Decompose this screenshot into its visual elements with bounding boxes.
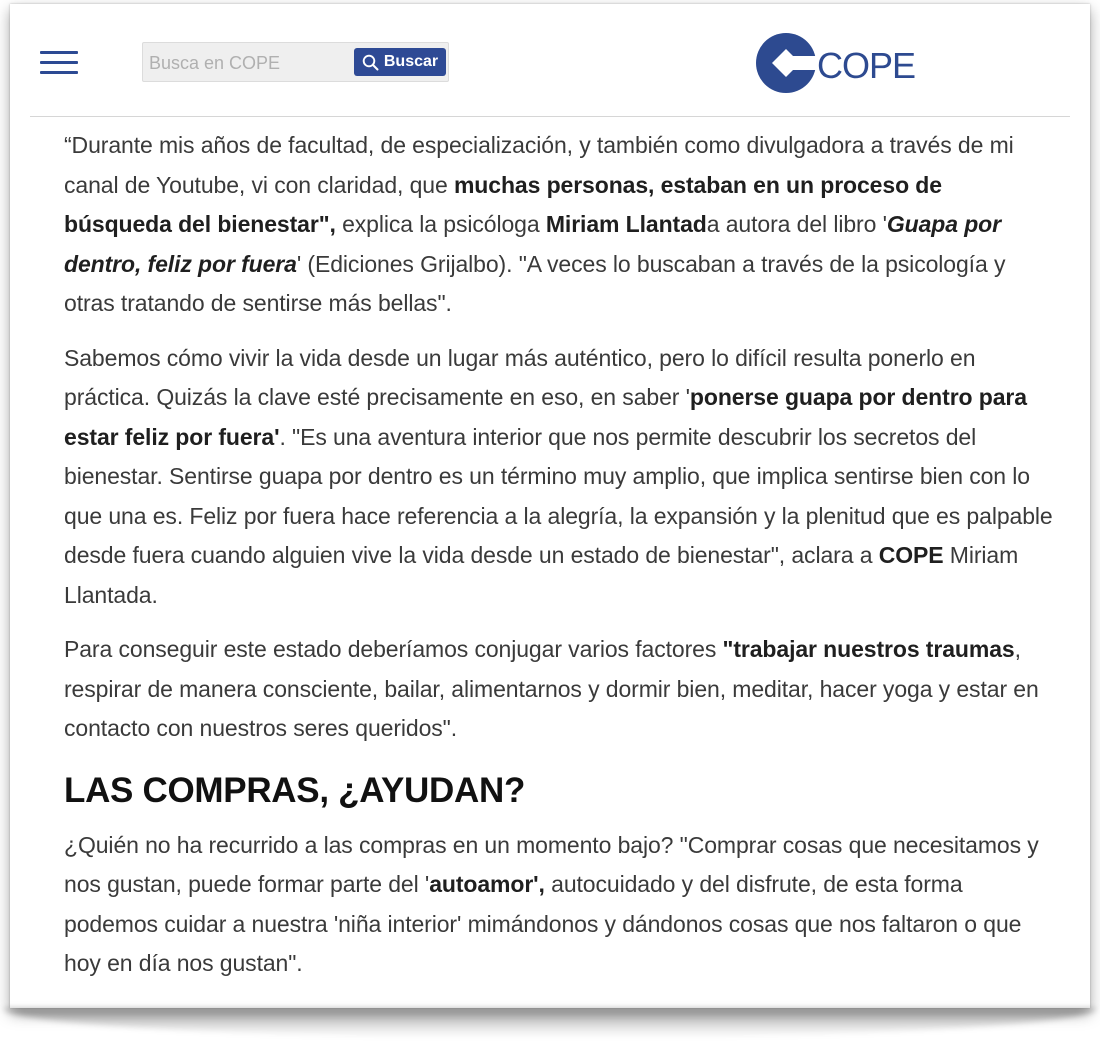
- site-header: [10, 4, 1090, 116]
- p1-text-4: ' (Ediciones Grijalbo). "A veces lo buscaban a través de la psicología y otras tratando de sentirse más bellas".: [64, 250, 1006, 316]
- p4-text-1: ¿Quién no ha recurrido a las compras en un momento bajo? "Comprar cosas que necesitamos y nos gustan, puede formar parte del ': [64, 831, 1039, 897]
- paragraph-4: [64, 826, 1054, 984]
- menu-line: [40, 61, 78, 64]
- logo-text: COPE: [817, 45, 916, 86]
- p4-bold-1: autoamor',: [429, 871, 545, 897]
- article-body: [64, 126, 1054, 999]
- search-icon: [362, 54, 379, 71]
- p3-text-2: , respirar de manera consciente, bailar, alimentarnos y dormir bien, meditar, hacer yoga y estar en contacto con nuestros seres queridos".: [64, 636, 1039, 741]
- p1-bold-1: muchas personas, estaban en un proceso de búsqueda del bienestar",: [64, 171, 942, 237]
- header-divider: [30, 116, 1070, 117]
- search-button[interactable]: [354, 48, 446, 76]
- p3-text-1: Para conseguir este estado deberíamos conjugar varios factores: [64, 636, 723, 662]
- p1-text-3: a autora del libro ': [706, 211, 887, 237]
- search-input[interactable]: [149, 49, 349, 77]
- p2-text-3: Miriam Llantada.: [64, 542, 1019, 608]
- browser-page: [10, 4, 1090, 1008]
- p1-text-1: “Durante mis años de facultad, de especialización, y también como divulgadora a través de mi canal de Youtube, vi con claridad, que: [64, 132, 1014, 198]
- p2-text-2: . "Es una aventura interior que nos permite descubrir los secretos del bienestar. Sentirse guapa por dentro es un término muy amplio, que implica sentirse bien con lo que una es. Feliz por fuera hace referencia a la alegría, la expansión y la plenitud que es palpable desde fuera cuando alguien vive la vida desde un estado de bienestar", aclara a: [64, 423, 1053, 568]
- page-shadow: [4, 1008, 1096, 1038]
- section-heading: LAS COMPRAS, ¿AYUDAN?: [64, 770, 526, 810]
- paragraph-1: [64, 126, 1054, 324]
- p2-bold-cope: COPE: [878, 542, 944, 568]
- search-button-label: Buscar: [383, 53, 439, 70]
- menu-line: [40, 71, 78, 74]
- hamburger-menu-icon[interactable]: [40, 51, 78, 75]
- p2-bold-1: ponerse guapa por dentro para estar feliz por fuera': [64, 384, 1027, 450]
- p1-bold-author: Miriam Llantad: [545, 211, 707, 237]
- cope-logo-icon: [755, 32, 817, 94]
- p4-text-2: autocuidado y del disfrute, de esta forma podemos cuidar a nuestra 'niña interior' mimándonos y dándonos cosas que nos faltaron o que hoy en día nos gustan".: [64, 871, 1022, 976]
- p1-text-2: explica la psicóloga: [335, 211, 546, 237]
- p3-bold-1: "trabajar nuestros traumas: [722, 636, 1015, 662]
- menu-line: [40, 51, 78, 54]
- cope-logo[interactable]: [755, 32, 916, 94]
- paragraph-3: [64, 630, 1054, 749]
- p2-text-1: Sabemos cómo vivir la vida desde un lugar más auténtico, pero lo difícil resulta ponerlo en práctica. Quizás la clave esté precisamente en eso, en saber ': [64, 344, 976, 410]
- paragraph-2: [64, 339, 1054, 616]
- search-form: [142, 42, 449, 82]
- p1-book-title: Guapa por dentro, feliz por fuera: [64, 211, 1001, 277]
